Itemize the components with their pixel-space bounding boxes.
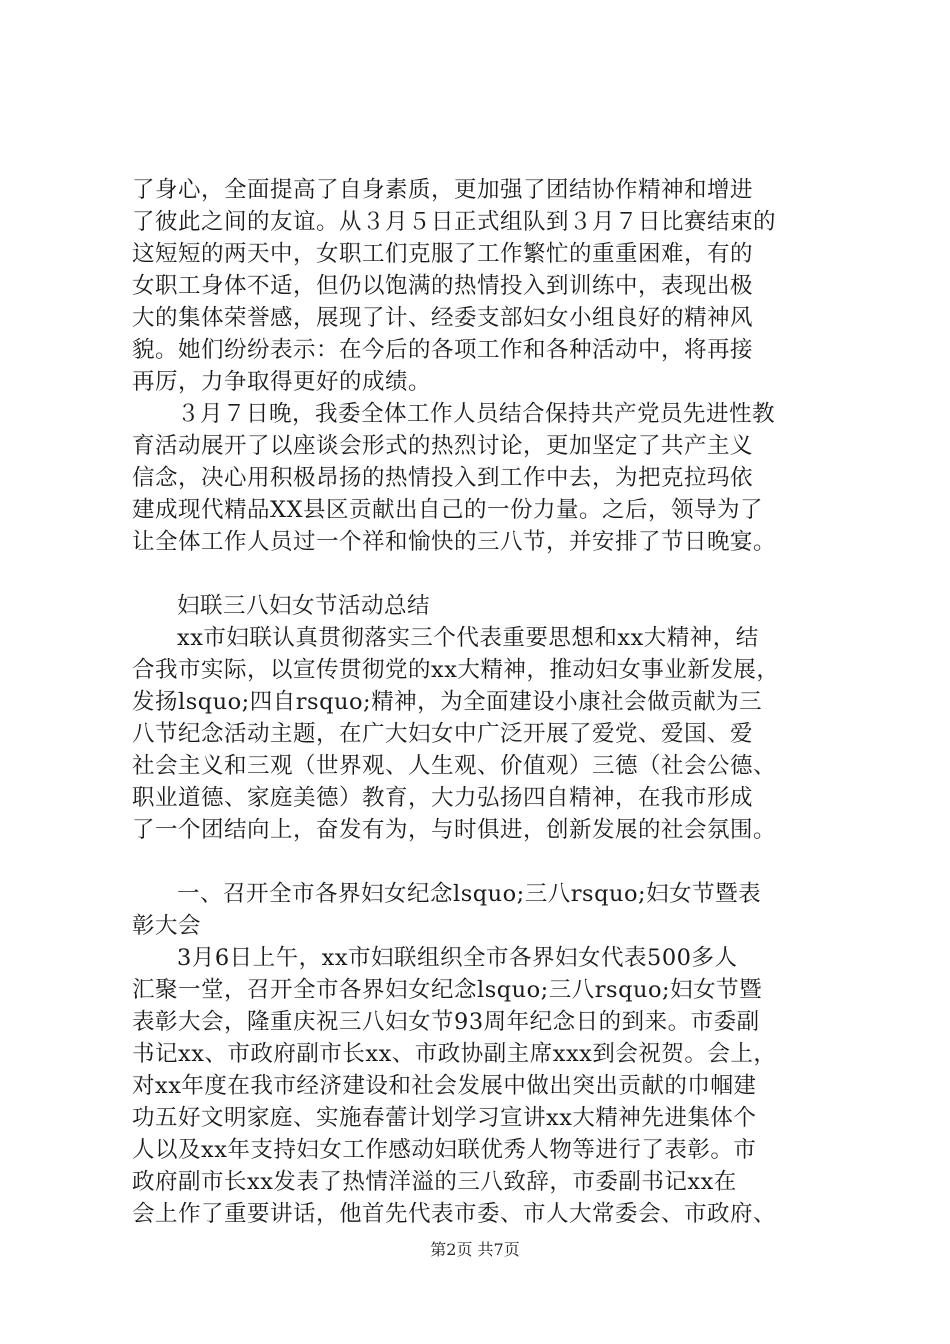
page-number-footer: 第2页 共7页 bbox=[430, 1240, 520, 1259]
text-line: 职业道德、家庭美德）教育，大力弘扬四自精神，在我市形成 bbox=[132, 785, 754, 811]
section-heading-continued: 彰大会 bbox=[132, 913, 202, 939]
text-line: 让全体工作人员过一个祥和愉快的三八节，并安排了节日晚宴。 bbox=[132, 529, 777, 555]
document-body bbox=[132, 174, 852, 1230]
paragraph-start-line: ３月７日晚，我委全体工作人员结合保持共产党员先进性教 bbox=[177, 401, 776, 427]
text-line: 貌。她们纷纷表示：在今后的各项工作和各种活动中，将再接 bbox=[132, 337, 754, 363]
text-line: 再厉，力争取得更好的成绩。 bbox=[132, 369, 432, 395]
text-line: 合我市实际，以宣传贯彻党的xx大精神，推动妇女事业新发展， bbox=[132, 657, 780, 683]
text-line: 人以及xx年支持妇女工作感动妇联优秀人物等进行了表彰。市 bbox=[132, 1137, 757, 1163]
text-line: 八节纪念活动主题，在广大妇女中广泛开展了爱党、爱国、爱 bbox=[132, 721, 754, 747]
section-heading: 一、召开全市各界妇女纪念lsquo;三八rsquo;妇女节暨表 bbox=[177, 881, 762, 907]
text-line: 这短短的两天中，女职工们克服了工作繁忙的重重困难，有的 bbox=[132, 241, 754, 267]
text-line: 社会主义和三观（世界观、人生观、价值观）三德（社会公德、 bbox=[132, 753, 777, 779]
text-line: 了一个团结向上，奋发有为，与时俱进，创新发展的社会氛围。 bbox=[132, 817, 777, 843]
paragraph-start-line: 3月6日上午，xx市妇联组织全市各界妇女代表500多人 bbox=[177, 945, 738, 971]
text-line: 女职工身体不适，但仍以饱满的热情投入到训练中，表现出极 bbox=[132, 273, 754, 299]
text-line: 大的集体荣誉感，展现了计、经委支部妇女小组良好的精神风 bbox=[132, 305, 754, 331]
blank-line bbox=[132, 558, 852, 590]
text-line: 对xx年度在我市经济建设和社会发展中做出突出贡献的巾帼建 bbox=[132, 1073, 757, 1099]
blank-line bbox=[132, 846, 852, 878]
text-line: 政府副市长xx发表了热情洋溢的三八致辞，市委副书记xx在 bbox=[132, 1169, 737, 1195]
section-title: 妇联三八妇女节活动总结 bbox=[177, 593, 431, 619]
text-line: 信念，决心用积极昂扬的热情投入到工作中去，为把克拉玛依 bbox=[132, 465, 754, 491]
text-line: 功五好文明家庭、实施春蕾计划学习宣讲xx大精神先进集体个 bbox=[132, 1105, 757, 1131]
text-line: 发扬lsquo;四自rsquo;精神，为全面建设小康社会做贡献为三 bbox=[132, 689, 763, 715]
text-line: 育活动展开了以座谈会形式的热烈讨论，更加坚定了共产主义 bbox=[132, 433, 754, 459]
text-line: 建成现代精品XX县区贡献出自己的一份力量。之后，领导为了 bbox=[132, 497, 764, 523]
text-line: 会上作了重要讲话，他首先代表市委、市人大常委会、市政府、 bbox=[132, 1201, 777, 1227]
text-line: 汇聚一堂，召开全市各界妇女纪念lsquo;三八rsquo;妇女节暨 bbox=[132, 977, 763, 1003]
text-line: 了彼此之间的友谊。从３月５日正式组队到３月７日比赛结束的 bbox=[132, 209, 777, 235]
paragraph-start-line: xx市妇联认真贯彻落实三个代表重要思想和xx大精神，结 bbox=[177, 625, 759, 651]
text-line: 书记xx、市政府副市长xx、市政协副主席xxx到会祝贺。会上， bbox=[132, 1041, 777, 1067]
text-line: 了身心，全面提高了自身素质，更加强了团结协作精神和增进 bbox=[132, 177, 754, 203]
text-line: 表彰大会，隆重庆祝三八妇女节93周年纪念日的到来。市委副 bbox=[132, 1009, 760, 1035]
